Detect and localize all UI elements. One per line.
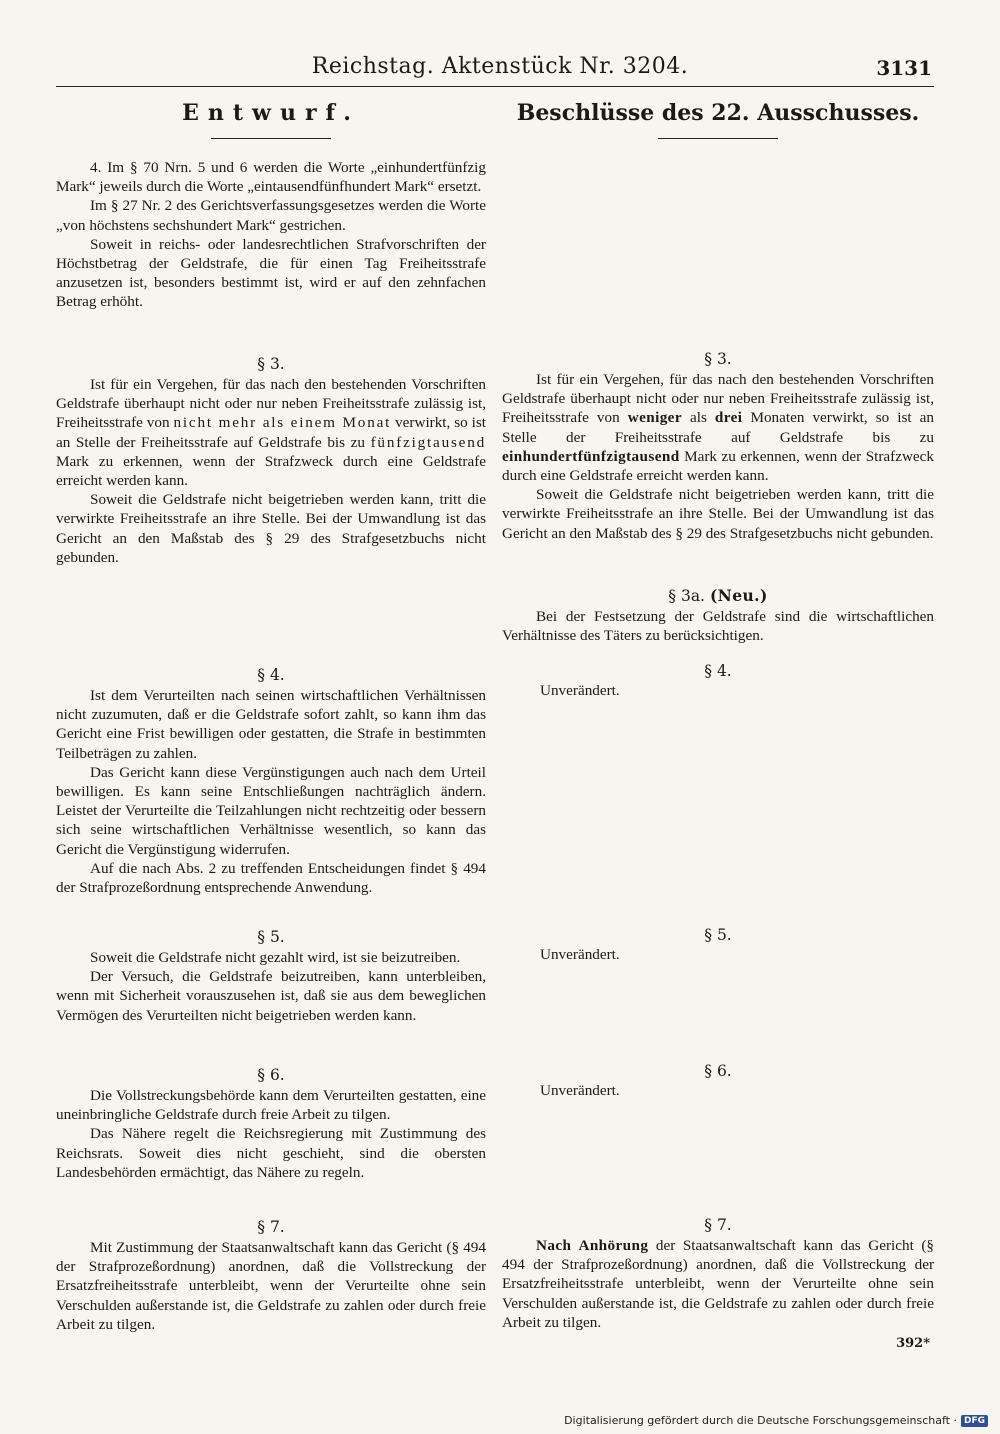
- item-4-paragraph-3: Soweit in reichs- oder landesrechtlichen Strafvorschriften der Höchstbetrag der Geldstrafe, die für einen Tag Freiheitsstrafe anzusetzen ist, besonders bestimmt ist, wird er auf den zehnfachen Betrag erhöht.: [56, 235, 486, 311]
- text-run: der Staatsanwaltschaft kann das Gericht (§ 494 der Strafprozeßordnung) anordnen, daß die Vollstreckung der Ersatzfreiheitsstrafe unterbleibt, wenn der Verurteilte ohne sein Verschulden außerstande ist, die Geldstrafe zu zahlen oder durch freie Arbeit zu tilgen.: [502, 1237, 934, 1331]
- page-header: [0, 54, 1000, 84]
- title-rule: [658, 138, 778, 139]
- left-section-4-heading: § 4.: [257, 666, 285, 684]
- left-section-5-paragraph-1: Soweit die Geldstrafe nicht gezahlt wird, ist sie beizutreiben.: [90, 949, 461, 966]
- right-section-3a-paragraph-1: Bei der Festsetzung der Geldstrafe sind die wirtschaftlichen Verhältnisse des Täters zu berücksichtigen.: [502, 608, 934, 645]
- digitization-footer: [564, 1414, 988, 1427]
- left-section-4-paragraph-1: Ist dem Verurteilten nach seinen wirtschaftlichen Verhältnissen nicht zuzumuten, daß er die Geldstrafe sofort zahlt, so kann ihm das Gericht eine Frist bewilligen oder gestatten, die Strafe in bestimmten Teilbeträgen zu zahlen.: [56, 687, 486, 762]
- left-column-draft: [56, 100, 486, 1340]
- section-number: § 3a.: [668, 587, 705, 605]
- right-section-6-heading: § 6.: [704, 1062, 732, 1080]
- signature-mark: 392*: [896, 1336, 930, 1351]
- right-section-7-heading: § 7.: [704, 1216, 732, 1234]
- left-section-3-paragraph-2: Soweit die Geldstrafe nicht beigetrieben werden kann, tritt die verwirkte Freiheitsstrafe an ihre Stelle. Bei der Umwandlung ist das Gericht an den Maßstab des § 29 des Strafgesetzbuchs nicht gebunden.: [56, 491, 486, 566]
- new-tag: (Neu.): [709, 586, 768, 605]
- left-section-3: [56, 355, 486, 567]
- footer-credit: Digitalisierung gefördert durch die Deutsche Forschungsgemeinschaft ·: [564, 1414, 957, 1427]
- right-section-4-heading: § 4.: [704, 662, 732, 680]
- right-section-3a: [502, 586, 934, 645]
- left-section-3-paragraph-1: [56, 375, 486, 490]
- dfg-logo-icon: DFG: [961, 1415, 988, 1427]
- right-section-3-paragraph-2: Soweit die Geldstrafe nicht beigetrieben werden kann, tritt die verwirkte Freiheitsstrafe an ihre Stelle. Bei der Umwandlung ist das Gericht an den Maßstab des § 29 des Strafgesetzbuchs nicht gebunden.: [502, 486, 934, 542]
- bold-text: drei: [714, 409, 743, 427]
- right-section-4: [502, 662, 934, 700]
- right-section-3-heading: § 3.: [704, 350, 732, 368]
- left-section-6-heading: § 6.: [257, 1066, 285, 1084]
- left-section-7: [56, 1218, 486, 1334]
- left-section-5-heading: § 5.: [257, 928, 285, 946]
- bold-text: weniger: [627, 409, 682, 427]
- text-run: Mark zu erkennen, wenn der Strafzweck durch eine Geldstrafe erreicht werden kann.: [502, 447, 934, 485]
- text-run: als: [690, 409, 707, 427]
- item-4-paragraph-1: 4. Im § 70 Nrn. 5 und 6 werden die Worte „einhundertfünfzig Mark“ jeweils durch die Worte „eintausendfünfhundert Mark“ ersetzt.: [56, 159, 486, 196]
- left-section-4: [56, 666, 486, 897]
- left-section-5-paragraph-2: Der Versuch, die Geldstrafe beizutreiben, kann unterbleiben, wenn mit Sicherheit vorauszusehen ist, daß sie aus dem beweglichen Vermögen des Verurteilten nicht beigetrieben werden kann.: [56, 968, 486, 1024]
- title-rule: [211, 138, 331, 139]
- right-section-5-heading: § 5.: [704, 926, 732, 944]
- text-run: Monaten verwirkt, so ist an Stelle der Freiheitsstrafe auf Geldstrafe bis zu: [502, 409, 934, 446]
- right-section-3: [502, 350, 934, 543]
- item-4-paragraph-2: Im § 27 Nr. 2 des Gerichtsverfassungsgesetzes werden die Worte „von höchstens sechshundert Mark“ gestrichen.: [56, 197, 486, 234]
- left-section-7-heading: § 7.: [257, 1218, 285, 1236]
- left-section-4-paragraph-3: Auf die nach Abs. 2 zu treffenden Entscheidungen findet § 494 der Strafprozeßordnung entsprechende Anwendung.: [56, 859, 486, 897]
- bold-text: Nach Anhörung: [536, 1237, 649, 1254]
- emphasis-text: fünfzigtausend: [370, 433, 487, 451]
- text-run: Ist für ein Vergehen, für das nach den bestehenden Vorschriften Geldstrafe überhaupt nicht oder nur neben Freiheitsstrafe zulässig ist, Freiheitsstrafe von: [56, 376, 486, 432]
- item-4-block: [56, 158, 486, 312]
- right-column-title: Beschlüsse des 22. Ausschusses.: [516, 100, 920, 126]
- right-section-5-text: Unverändert.: [540, 946, 620, 963]
- right-section-6-text: Unverändert.: [540, 1082, 620, 1099]
- left-column-title: Entwurf.: [182, 100, 360, 126]
- right-section-3a-heading: [502, 586, 934, 605]
- right-column-committee: [502, 100, 934, 1340]
- right-section-4-text: Unverändert.: [540, 682, 620, 699]
- left-section-4-paragraph-2: Das Gericht kann diese Vergünstigungen auch nach dem Urteil bewilligen. Es kann seine Entschließungen nachträglich ändern. Leistet der Verurteilte die Teilzahlungen nicht rechtzeitig oder bessern sich seine wirtschaftlichen Verhältnisse wesentlich, so kann das Gericht die Vergünstigung widerrufen.: [56, 763, 486, 858]
- right-section-7-paragraph-1: [502, 1236, 934, 1332]
- right-section-5: [502, 926, 934, 964]
- header-rule: [56, 86, 934, 87]
- page-number: 3131: [876, 56, 932, 80]
- right-section-3-paragraph-1: [502, 370, 934, 485]
- right-section-7: [502, 1216, 934, 1332]
- text-run: Mark zu erkennen, wenn der Strafzweck durch eine Geldstrafe erreicht werden kann.: [56, 452, 486, 490]
- left-section-3-heading: § 3.: [257, 355, 285, 373]
- left-section-7-paragraph-1: Mit Zustimmung der Staatsanwaltschaft kann das Gericht (§ 494 der Strafprozeßordnung) anordnen, daß die Vollstreckung der Ersatzfreiheitsstrafe unterbleibt, wenn der Verurteilte ohne sein Verschulden außerstande ist, die Geldstrafe zu zahlen oder durch freie Arbeit zu tilgen.: [56, 1239, 486, 1333]
- text-run: Ist für ein Vergehen, für das nach den bestehenden Vorschriften Geldstrafe überhaupt nicht oder nur neben Freiheitsstrafe zulässig ist, Freiheitsstrafe von: [502, 371, 934, 427]
- left-section-6-paragraph-2: Das Nähere regelt die Reichsregierung mit Zustimmung des Reichsrats. Soweit dies nicht geschieht, sind die obersten Landesbehörden ermächtigt, das Nähere zu regeln.: [56, 1125, 486, 1181]
- bold-text: einhundertfünfzigtausend: [502, 447, 680, 465]
- text-run: verwirkt, so ist an Stelle der Freiheitsstrafe auf Geldstrafe bis zu: [56, 414, 487, 451]
- left-section-6-paragraph-1: Die Vollstreckungsbehörde kann dem Verurteilten gestatten, eine uneinbringliche Geldstrafe durch freie Arbeit zu tilgen.: [56, 1087, 486, 1124]
- left-section-5: [56, 928, 486, 1025]
- right-section-6: [502, 1062, 934, 1100]
- running-head: Reichstag. Aktenstück Nr. 3204.: [311, 54, 689, 79]
- emphasis-text: nicht mehr als einem Monat: [173, 414, 392, 432]
- left-section-6: [56, 1066, 486, 1182]
